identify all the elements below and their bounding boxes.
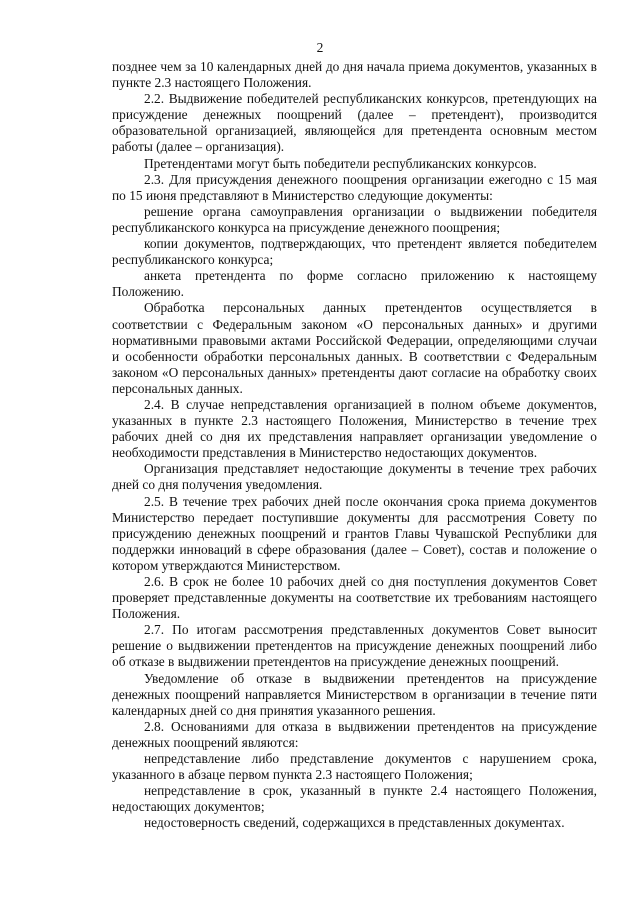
paragraph: Уведомление об отказе в выдвижении претендентов на присуждение денежных поощрений направляется Министерством в организации в течение пяти календарных дней со дня принятия указанного решения. bbox=[112, 670, 597, 718]
paragraph: 2.2. Выдвижение победителей республиканских конкурсов, претендующих на присуждение денежных поощрений (далее – претендент), производится образовательной организацией, являющейся для претендента основным местом работы (далее – организация). bbox=[112, 91, 597, 155]
paragraph: недостоверность сведений, содержащихся в представленных документах. bbox=[144, 815, 565, 831]
paragraph: 2.8. Основаниями для отказа в выдвижении претендентов на присуждение денежных поощрений являются: bbox=[112, 718, 597, 750]
document-body bbox=[112, 59, 597, 832]
paragraph: 2.7. По итогам рассмотрения представленных документов Совет выносит решение о выдвижении претендентов на присуждение денежных поощрений либо об отказе в выдвижении претендентов на присуждение денежных поощрений. bbox=[112, 622, 597, 670]
paragraph: 2.5. В течение трех рабочих дней после окончания срока приема документов Министерство передает поступившие документы для рассмотрения Совету по присуждению денежных поощрений и грантов Главы Чувашской Республики для поддержки инноваций в сфере образования (далее – Совет), состав и положение о котором утверждаются Министерством. bbox=[112, 493, 597, 573]
paragraph: непредставление в срок, указанный в пункте 2.4 настоящего Положения, недостающих документов; bbox=[112, 783, 597, 815]
paragraph: Организация представляет недостающие документы в течение трех рабочих дней со дня получения уведомления. bbox=[112, 461, 597, 493]
paragraph: решение органа самоуправления организации о выдвижении победителя республиканского конкурса на присуждение денежного поощрения; bbox=[112, 203, 597, 235]
paragraph: 2.4. В случае непредставления организацией в полном объеме документов, указанных в пункте 2.3 настоящего Положения, Министерство в течение трех рабочих дней со дня их представления направляет организации уведомление о необходимости представления в Министерство недостающих документов. bbox=[112, 396, 597, 461]
paragraph: непредставление либо представление документов с нарушением срока, указанного в абзаце первом пункта 2.3 настоящего Положения; bbox=[112, 751, 597, 783]
paragraph: 2.3. Для присуждения денежного поощрения организации ежегодно с 15 мая по 15 июня представляют в Министерство следующие документы: bbox=[112, 171, 597, 203]
paragraph: анкета претендента по форме согласно приложению к настоящему Положению. bbox=[112, 268, 597, 300]
paragraph: копии документов, подтверждающих, что претендент является победителем республиканского конкурса; bbox=[112, 236, 597, 268]
paragraph: 2.6. В срок не более 10 рабочих дней со дня поступления документов Совет проверяет представленные документы на соответствие их требованиям настоящего Положения. bbox=[112, 574, 597, 622]
paragraph: Обработка персональных данных претендентов осуществляется в соответствии с Федеральным законом «О персональных данных» и другими нормативными правовыми актами Российской Федерации, определяющими случаи и особенности обработки персональных данных. В соответствии с Федеральным законом «О персональных данных» претенденты дают согласие на обработку своих персональных данных. bbox=[112, 300, 597, 396]
paragraph: Претендентами могут быть победители республиканских конкурсов. bbox=[144, 155, 537, 171]
paragraph: позднее чем за 10 календарных дней до дня начала приема документов, указанных в пункте 2.3 настоящего Положения. bbox=[112, 59, 597, 91]
page-number: 2 bbox=[316, 40, 324, 55]
